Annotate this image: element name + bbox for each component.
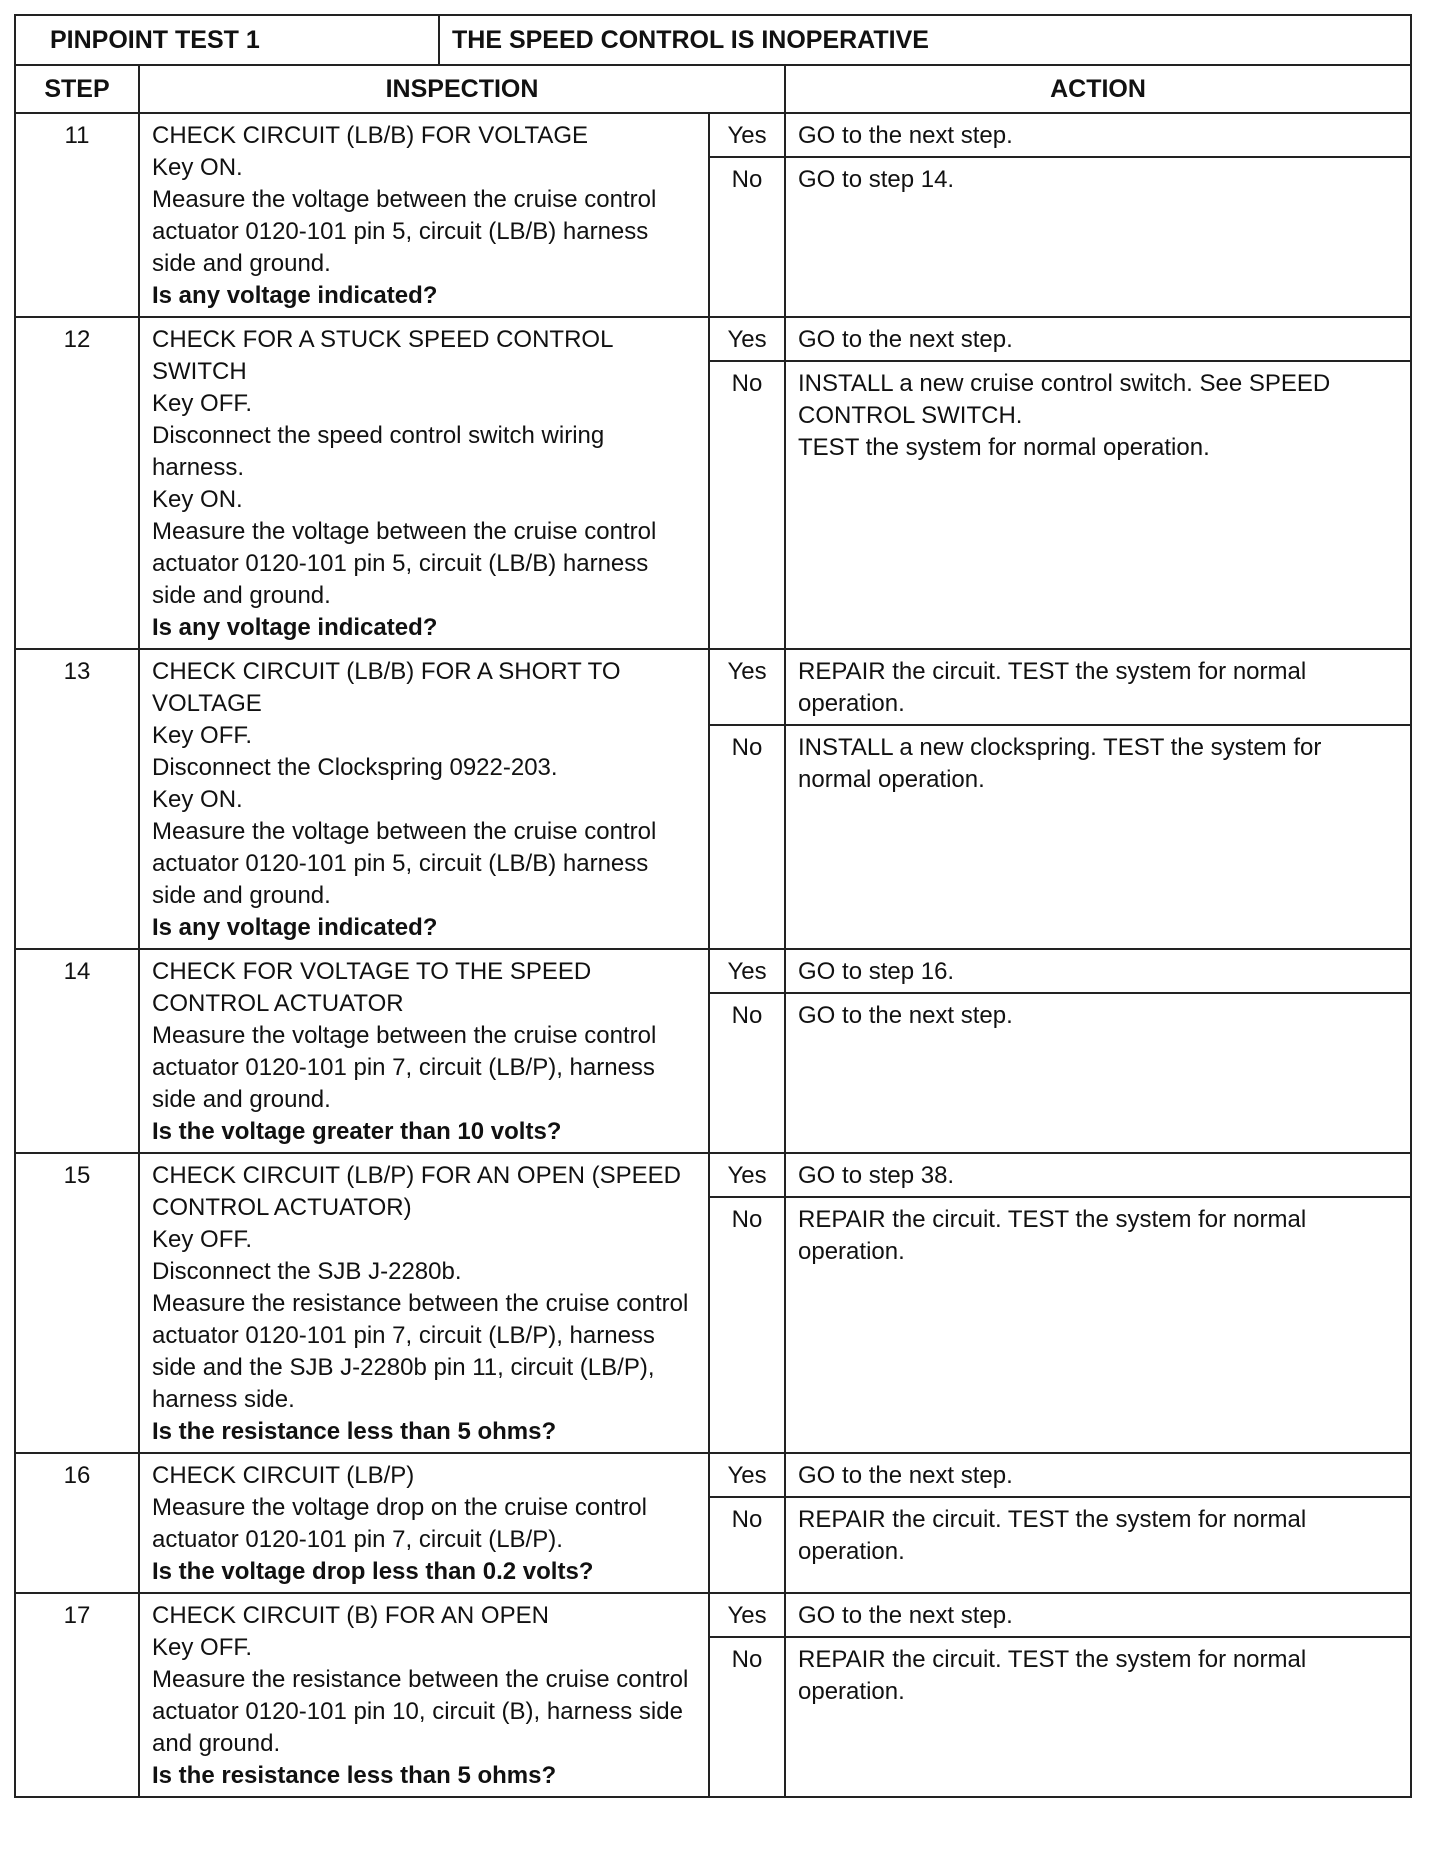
yes-label: Yes (709, 649, 785, 725)
yes-action: GO to the next step. (785, 317, 1411, 361)
no-action-text: REPAIR the circuit. TEST the system for normal operation. (798, 1506, 1307, 1565)
inspection-instruction: Measure the voltage drop on the cruise control actuator 0120-101 pin 7, circuit (LB/P). (152, 1494, 647, 1553)
test-label: PINPOINT TEST 1 (15, 15, 439, 65)
yes-action: GO to the next step. (785, 1593, 1411, 1637)
inspection-instruction: Measure the voltage between the cruise control actuator 0120-101 pin 5, circuit (LB/B) harness side and ground. (152, 186, 657, 277)
no-label: No (709, 1197, 785, 1453)
inspection-question: Is the voltage greater than 10 volts? (152, 1118, 562, 1145)
no-label: No (709, 361, 785, 649)
no-label: No (709, 725, 785, 949)
no-action (785, 1197, 1411, 1453)
no-action-text-2: TEST the system for normal operation. (798, 434, 1210, 461)
inspection-instruction: Key ON. (152, 154, 243, 181)
inspection-title: CHECK FOR VOLTAGE TO THE SPEED CONTROL ACTUATOR (152, 958, 592, 1017)
no-action-text: INSTALL a new cruise control switch. See SPEED CONTROL SWITCH. (798, 370, 1331, 429)
inspection-title: CHECK CIRCUIT (LB/P) FOR AN OPEN (SPEED CONTROL ACTUATOR) (152, 1162, 681, 1221)
step-row (15, 1593, 1411, 1637)
no-label: No (709, 993, 785, 1153)
inspection-instruction: Measure the voltage between the cruise control actuator 0120-101 pin 5, circuit (LB/B) harness side and ground. (152, 518, 657, 609)
no-action-text: REPAIR the circuit. TEST the system for normal operation. (798, 1646, 1307, 1705)
yes-action: GO to the next step. (785, 113, 1411, 157)
no-action (785, 993, 1411, 1153)
inspection-question: Is the voltage drop less than 0.2 volts? (152, 1558, 594, 1585)
yes-label: Yes (709, 317, 785, 361)
step-number: 13 (15, 649, 139, 949)
no-action (785, 1637, 1411, 1797)
inspection-question: Is the resistance less than 5 ohms? (152, 1418, 557, 1445)
inspection-cell (139, 649, 709, 949)
inspection-title: CHECK CIRCUIT (LB/P) (152, 1462, 415, 1489)
inspection-title: CHECK CIRCUIT (LB/B) FOR VOLTAGE (152, 122, 589, 149)
inspection-title: CHECK CIRCUIT (LB/B) FOR A SHORT TO VOLTAGE (152, 658, 621, 717)
no-action-text: INSTALL a new clockspring. TEST the system for normal operation. (798, 734, 1322, 793)
no-action (785, 725, 1411, 949)
inspection-title: CHECK CIRCUIT (B) FOR AN OPEN (152, 1602, 549, 1629)
yes-label: Yes (709, 1593, 785, 1637)
inspection-instruction: Key ON. (152, 786, 243, 813)
no-label: No (709, 157, 785, 317)
yes-action: REPAIR the circuit. TEST the system for normal operation. (785, 649, 1411, 725)
inspection-instruction: Measure the resistance between the cruise control actuator 0120-101 pin 7, circuit (LB/P), harness side and the SJB J-2280b pin 11, circuit (LB/P), harness side. (152, 1290, 689, 1413)
step-number: 12 (15, 317, 139, 649)
inspection-question: Is any voltage indicated? (152, 914, 438, 941)
yes-action: GO to the next step. (785, 1453, 1411, 1497)
no-action (785, 361, 1411, 649)
step-row (15, 649, 1411, 725)
inspection-instruction: Measure the resistance between the cruise control actuator 0120-101 pin 10, circuit (B), harness side and ground. (152, 1666, 689, 1757)
inspection-question: Is any voltage indicated? (152, 614, 438, 641)
step-row (15, 113, 1411, 157)
step-row (15, 1453, 1411, 1497)
inspection-cell (139, 113, 709, 317)
step-row (15, 949, 1411, 993)
inspection-instruction: Key OFF. (152, 390, 253, 417)
inspection-instruction: Key OFF. (152, 722, 253, 749)
yes-action: GO to step 16. (785, 949, 1411, 993)
inspection-title: CHECK FOR A STUCK SPEED CONTROL SWITCH (152, 326, 613, 385)
inspection-question: Is the resistance less than 5 ohms? (152, 1762, 557, 1789)
column-header-inspection: INSPECTION (139, 65, 785, 113)
inspection-instruction: Disconnect the Clockspring 0922-203. (152, 754, 558, 781)
column-header-step: STEP (15, 65, 139, 113)
inspection-instruction: Key OFF. (152, 1634, 253, 1661)
step-row (15, 1153, 1411, 1197)
no-label: No (709, 1497, 785, 1593)
step-number: 15 (15, 1153, 139, 1453)
yes-label: Yes (709, 113, 785, 157)
step-row (15, 317, 1411, 361)
column-header-action: ACTION (785, 65, 1411, 113)
no-label: No (709, 1637, 785, 1797)
yes-label: Yes (709, 1453, 785, 1497)
inspection-cell (139, 1453, 709, 1593)
no-action-text: REPAIR the circuit. TEST the system for normal operation. (798, 1206, 1307, 1265)
test-title: THE SPEED CONTROL IS INOPERATIVE (439, 15, 1411, 65)
pinpoint-test-table (14, 14, 1412, 1798)
inspection-cell (139, 1153, 709, 1453)
step-number: 16 (15, 1453, 139, 1593)
no-action (785, 1497, 1411, 1593)
inspection-instruction: Disconnect the speed control switch wiring harness. (152, 422, 605, 481)
inspection-instruction: Measure the voltage between the cruise control actuator 0120-101 pin 5, circuit (LB/B) harness side and ground. (152, 818, 657, 909)
yes-label: Yes (709, 1153, 785, 1197)
yes-action: GO to step 38. (785, 1153, 1411, 1197)
inspection-instruction: Disconnect the SJB J-2280b. (152, 1258, 462, 1285)
inspection-cell (139, 949, 709, 1153)
no-action (785, 157, 1411, 317)
step-number: 14 (15, 949, 139, 1153)
pinpoint-test-sheet (14, 14, 1410, 1798)
inspection-instruction: Key ON. (152, 486, 243, 513)
header-row (15, 15, 1411, 65)
yes-label: Yes (709, 949, 785, 993)
no-action-text: GO to step 14. (798, 166, 955, 193)
inspection-cell (139, 1593, 709, 1797)
inspection-instruction: Key OFF. (152, 1226, 253, 1253)
step-number: 17 (15, 1593, 139, 1797)
inspection-cell (139, 317, 709, 649)
step-number: 11 (15, 113, 139, 317)
column-header-row (15, 65, 1411, 113)
inspection-instruction: Measure the voltage between the cruise control actuator 0120-101 pin 7, circuit (LB/P), harness side and ground. (152, 1022, 657, 1113)
no-action-text: GO to the next step. (798, 1002, 1013, 1029)
inspection-question: Is any voltage indicated? (152, 282, 438, 309)
